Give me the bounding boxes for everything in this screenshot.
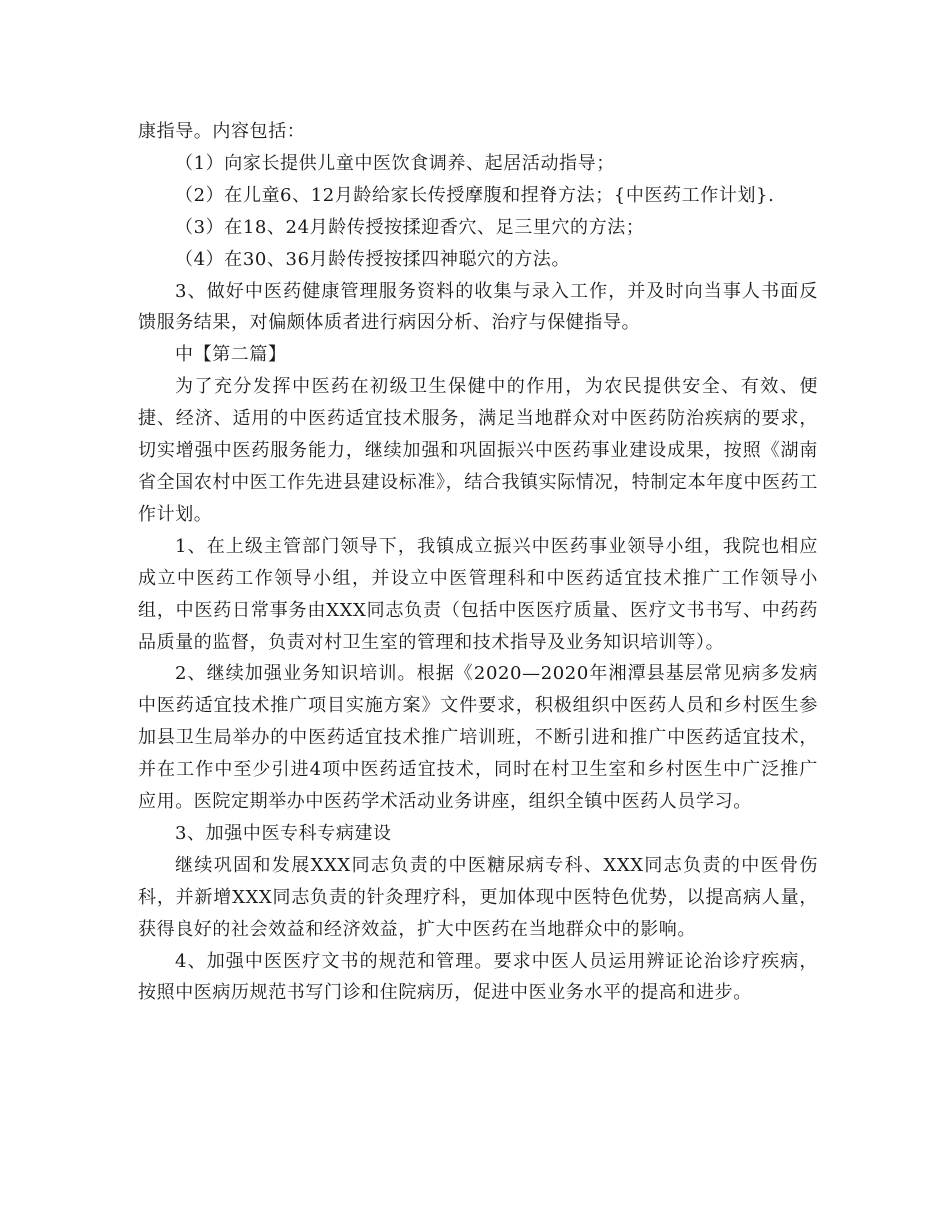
list-item-2: （2）在儿童6、12月龄给家长传授摩腹和捏脊方法；{中医药工作计划}. [175,184,775,206]
list-item-1: （1）向家长提供儿童中医饮食调养、起居活动指导； [175,152,615,174]
paragraph-point-3-body: 继续巩固和发展XXX同志负责的中医糖尿病专科、XXX同志负责的中医骨伤科，并新增XXX同志负责的针灸理疗科，更加体现中医特色优势，以提高病人量，获得良好的社会效益和经济效益，扩大中医药在当地群众中的影响。 [138,854,818,940]
list-item-3: （3）在18、24月龄传授按揉迎香穴、足三里穴的方法； [175,216,645,238]
list-item-4: （4）在30、36月龄传授按揉四神聪穴的方法。 [175,248,571,270]
paragraph-item-3: 3、做好中医药健康管理服务资料的收集与录入工作，并及时向当事人书面反馈服务结果，对偏颇体质者进行病因分析、治疗与保健指导。 [138,280,818,334]
paragraph-point-3-heading: 3、加强中医专科专病建设 [175,822,392,844]
paragraph-continuation: 康指导。内容包括： [138,121,306,142]
paragraph-point-4: 4、加强中医医疗文书的规范和管理。要求中医人员运用辨证论治诊疗疾病，按照中医病历规范书写门诊和住院病历，促进中医业务水平的提高和进步。 [138,950,818,1004]
document-body [138,116,818,1009]
paragraph-point-1: 1、在上级主管部门领导下，我镇成立振兴中医药事业领导小组，我院也相应成立中医药工作领导小组，并设立中医管理科和中医药适宜技术推广工作领导小组，中医药日常事务由XXX同志负责（包括中医医疗质量、医疗文书书写、中药药品质量的监督，负责对村卫生室的管理和技术指导及业务知识培训等）。 [138,535,818,653]
paragraph-point-2: 2、继续加强业务知识培训。根据《2020—2020年湘潭县基层常见病多发病中医药适宜技术推广项目实施方案》文件要求，积极组织中医药人员和乡村医生参加县卫生局举办的中医药适宜技术推广培训班，不断引进和推广中医药适宜技术，并在工作中至少引进4项中医药适宜技术，同时在村卫生室和乡村医生中广泛推广应用。医院定期举办中医药学术活动业务讲座，组织全镇中医药人员学习。 [138,663,818,813]
paragraph-intro: 为了充分发挥中医药在初级卫生保健中的作用，为农民提供安全、有效、便捷、经济、适用的中医药适宜技术服务，满足当地群众对中医药防治疾病的要求，切实增强中医药服务能力，继续加强和巩固振兴中医药事业建设成果，按照《湖南省全国农村中医工作先进县建设标准》，结合我镇实际情况，特制定本年度中医药工作计划。 [138,376,818,525]
section-heading: 中【第二篇】 [175,344,287,366]
